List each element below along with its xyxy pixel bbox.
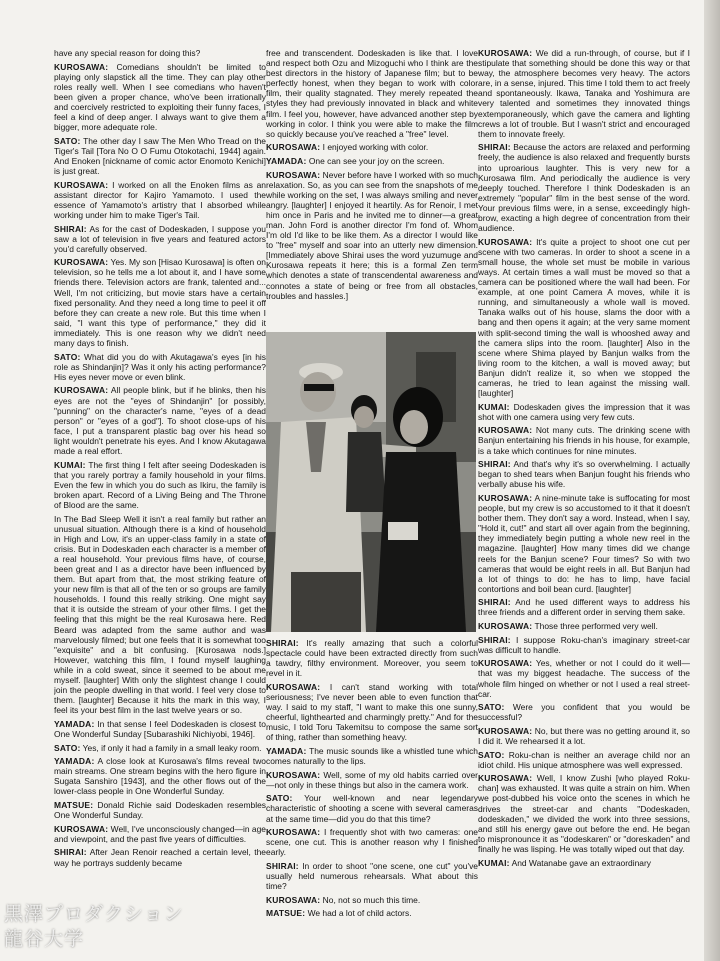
paragraph-text: Roku-chan is neither an average child nor an idiot child. His unique atmosphere was well expressed. bbox=[478, 749, 690, 770]
page-edge-shadow bbox=[704, 0, 720, 961]
interview-paragraph bbox=[54, 460, 266, 510]
interview-paragraph bbox=[54, 136, 266, 176]
speaker-label: KUROSAWA: bbox=[478, 725, 533, 736]
speaker-label: KUROSAWA: bbox=[266, 169, 321, 180]
interview-paragraph bbox=[54, 385, 266, 456]
paragraph-text: Comedians shouldn't be limited to playing only slapstick all the time. They can play other roles really well. When I see comedians who haven't been given a proper chance, who've been irrationally and coercively restricted to exploiting their funny faces, I feel a kind of deep anger. I always want to give them a bigger, more adequate role. bbox=[54, 61, 266, 133]
interview-paragraph bbox=[266, 770, 478, 790]
speaker-label: YAMADA: bbox=[54, 718, 95, 729]
interview-paragraph bbox=[54, 257, 266, 348]
watermark-stamp bbox=[4, 902, 244, 952]
paragraph-text: No, but there was no getting around it, so I did it. We rehearsed it a lot. bbox=[478, 725, 690, 746]
paragraph-text: And he used different ways to address his three friends and a different order in serving them sake. bbox=[478, 597, 690, 618]
paragraph-text: Well, some of my old habits carried over—not only in these things but also in the camera work. bbox=[266, 769, 478, 790]
interview-paragraph bbox=[478, 621, 690, 631]
speaker-label: KUROSAWA: bbox=[266, 769, 321, 780]
text-column-2-bottom bbox=[266, 638, 478, 920]
interview-paragraph bbox=[266, 48, 478, 139]
interview-paragraph bbox=[266, 793, 478, 823]
speaker-label: KUROSAWA: bbox=[478, 48, 533, 58]
interview-paragraph bbox=[478, 597, 690, 617]
speaker-label: SHIRAI: bbox=[54, 223, 87, 234]
text-column-2-top bbox=[266, 48, 478, 338]
paragraph-text: In order to shoot "one scene, one cut" you've usually held numerous rehearsals. What about this time? bbox=[266, 860, 478, 892]
interview-paragraph bbox=[478, 48, 690, 139]
paragraph-text: Because the actors are relaxed and performing freely, the audience is also relaxed and frequently bursts into uproarious laughter. This is very new for a Kurosawa film. And periodically the audience is very deeply touched. Therefore I think Dodeskaden is an extremely "popular" film in the best sense of the word. Your previous films were, in a sense, exceedingly high-brow, exacting a high degree of concentration from their audience. bbox=[478, 142, 690, 234]
paragraph-text: And Watanabe gave an extraordinary bbox=[511, 857, 652, 868]
interview-paragraph bbox=[266, 142, 478, 152]
speaker-label: KUMAI: bbox=[478, 857, 510, 868]
paragraph-text: Yes. My son [Hisao Kurosawa] is often on television, so he tells me a lot about it, and I have some friends there. Television actors are frank, talented and... Well, I'm not criticizing, but movie stars have a certain fixed personality. And they need a long time to peel it off before they can create a new role. But this time when I said, "I want this type of performance," they did it immediately. This is one reason why we didn't need many days to finish. bbox=[54, 257, 266, 349]
interview-paragraph bbox=[478, 702, 690, 722]
interview-paragraph bbox=[478, 237, 690, 399]
interview-paragraph bbox=[266, 156, 478, 166]
interview-paragraph bbox=[54, 719, 266, 739]
paragraph-text: Those three performed very well. bbox=[534, 621, 658, 632]
speaker-label: KUROSAWA: bbox=[266, 142, 321, 153]
paragraph-text: All people blink, but if he blinks, then his eyes are not the "eyes of Shindanjin" [or possibly, "punning" on the character's name, "eyes of a dead person" or "eyes of a god"]. To shoot close-ups of his face, I put a transparent plastic bag over his head so light wouldn't penetrate his eyes. And I know Akutagawa made a real effort. bbox=[54, 385, 266, 456]
interview-paragraph bbox=[54, 48, 266, 58]
paragraph-text: One can see your joy on the screen. bbox=[308, 155, 445, 166]
speaker-label: SHIRAI: bbox=[266, 638, 299, 648]
interview-paragraph bbox=[478, 635, 690, 655]
interview-paragraph bbox=[54, 62, 266, 133]
paragraph-text: No, not so much this time. bbox=[322, 894, 421, 905]
speaker-label: SHIRAI: bbox=[478, 597, 511, 608]
paragraph-text: The music sounds like a whistled tune which comes naturally to the lips. bbox=[266, 745, 478, 767]
speaker-label: KUROSAWA: bbox=[54, 823, 109, 834]
speaker-label: KUROSAWA: bbox=[54, 385, 109, 396]
paragraph-text: Donald Richie said Dodeskaden resembles One Wonderful Sunday. bbox=[54, 800, 266, 821]
speaker-label: SATO: bbox=[54, 351, 81, 362]
speaker-label: KUMAI: bbox=[54, 459, 86, 470]
watermark-line-1: 黒澤プロダクション bbox=[4, 903, 184, 925]
speaker-label: KUROSAWA: bbox=[478, 621, 533, 632]
paragraph-text: As for the cast of Dodeskaden, I suppose you saw a lot of television in five years and featured actors you'd carefully observed. bbox=[54, 223, 266, 254]
interview-paragraph bbox=[266, 638, 478, 678]
interview-paragraph bbox=[54, 514, 266, 716]
speaker-label: KUROSAWA: bbox=[54, 257, 109, 268]
paragraph-text: Well, I know Zushi [who played Roku-chan] was exhausted. It was quite a strain on him. When we post-dubbed his voice onto the scenes in which he drives the street-car and chants "Dodeskaden, dodeskaden," we divided the work into three sessions, and still his energy gave out before the end. He began to mispronounce it as "dodeskaren" or "doreskaden" and finally he was lisping. He was totally wiped out that day. bbox=[478, 773, 690, 854]
paragraph-text: It's quite a project to shoot one cut per scene with two cameras. In order to shoot a scene in a small house, the whole set must be mobile in various ways. At certain times a wall must be moved so that a camera can be positioned where the wall had been. For example, at one point Camera A moves, while it is running, and simultaneously a whole wall is moved. Tanaka walks out of his house, slams the door with a bang and then opens it again; at the very same moment with split-second timing the wall is whooshed away and the camera slips into the room. [laughter] Also in the scene where Shima played by Banjun walks from the living room to the kitchen, a wall is moved away; but Banjun didn't realize it, so when we stopped the cameras, he tried to lean against the missing wall. [laughter] bbox=[478, 236, 690, 399]
interview-paragraph bbox=[54, 743, 266, 753]
speaker-label: SHIRAI: bbox=[478, 634, 511, 645]
speaker-label: KUROSAWA: bbox=[266, 681, 321, 692]
interview-paragraph bbox=[478, 658, 690, 698]
interview-paragraph bbox=[478, 142, 690, 233]
paragraph-text: I enjoyed working with color. bbox=[322, 142, 429, 153]
interview-paragraph bbox=[54, 224, 266, 254]
speaker-label: SATO: bbox=[478, 702, 505, 713]
paragraph-text: Never before have I worked with so much relaxation. So, as you can see from the snapshots of me while working on the set, I was always smiling and never angry. [laughter] I enjoyed it heartily. As for Renoir, I met him once in Paris and he invited me to dinner—a great man. John Ford is another director I'm fond of. Whom I'm old I'd like to be like them. As a director I would like to "free" myself and soar into an utterly new dimension. [Immediately above Shirai uses the word yuzumuge and Kurosawa repeats it here; this is a formal Zen term which denotes a state of transcendental awareness and connotes a state of being or free from all obstacles, troubles and hassles.] bbox=[266, 169, 478, 301]
photo-image bbox=[266, 332, 476, 632]
speaker-label: KUROSAWA: bbox=[478, 236, 533, 247]
speaker-label: MATSUE: bbox=[266, 908, 306, 919]
speaker-label: KUROSAWA: bbox=[54, 61, 109, 72]
paragraph-text: Were you confident that you would be successful? bbox=[478, 702, 690, 723]
paragraph-text: Not many cuts. The drinking scene with Banjun entertaining his friends in his house, for example, is a take which continues for nine minutes. bbox=[478, 425, 690, 456]
interview-paragraph bbox=[478, 459, 690, 489]
paragraph-text: The first thing I felt after seeing Dodeskaden is that you rarely portray a family household in your films. Even the few in which you do such as Ikiru, the family is broken apart. Record of a Living Being and The Throne of Blood are the same. bbox=[54, 459, 266, 510]
paragraph-text: We did a run-through, of course, but if I stipulate that something should be done this way or that way, the atmosphere becomes very heavy. The actors are, in a sense, injured. This time I told them to act freely and spontaneously. Ikawa, Tanaka and Yoshimura are very talented and sometimes they innovated things extemporaneously, which gave the camera and lighting crews a lot of trouble. But I wasn't strict and encouraged them to innovate freely. bbox=[478, 48, 690, 139]
interview-paragraph bbox=[266, 895, 478, 905]
interview-paragraph bbox=[478, 493, 690, 594]
speaker-label: KUROSAWA: bbox=[54, 179, 109, 190]
interview-paragraph bbox=[266, 746, 478, 766]
paragraph-text: The other day I saw The Men Who Tread on the Tiger's Tail [Tora No O O Fumu Otokotachi, 1944] again. And Enoken [nickname of comic actor Enomoto Kenichi] is just great. bbox=[54, 135, 266, 177]
speaker-label: KUROSAWA: bbox=[266, 894, 321, 905]
text-column-3 bbox=[478, 48, 690, 948]
set-photograph bbox=[266, 332, 476, 632]
watermark-line-2: 龍谷大学 bbox=[4, 928, 85, 950]
interview-paragraph bbox=[54, 352, 266, 382]
paragraph-text: I can't stand working with total seriousness; I've never been able to even function that way. I said to my staff, "I want to make this one sunny, cheerful, lighthearted and charmingly pretty." And for the music, I told Toru Takemitsu to compose the same sort of thing, rather than something heavy. bbox=[266, 681, 478, 743]
interview-paragraph bbox=[266, 908, 478, 918]
interview-paragraph bbox=[54, 824, 266, 844]
interview-paragraph bbox=[54, 847, 266, 867]
paragraph-text: And that's why it's so overwhelming. I actually began to shed tears when Banjun fought his friends who verbally abuse his wife. bbox=[478, 459, 690, 490]
interview-paragraph bbox=[266, 827, 478, 857]
interview-paragraph bbox=[266, 170, 478, 301]
paragraph-text: Yes, whether or not I could do it well—that was my biggest headache. The success of the whole film hinged on whether or not I used a real street-car. bbox=[478, 658, 690, 699]
speaker-label: YAMADA: bbox=[266, 155, 307, 166]
speaker-label: SATO: bbox=[266, 793, 293, 804]
paragraph-text: I suppose Roku-chan's imaginary street-car was difficult to handle. bbox=[478, 634, 690, 655]
paragraph-text: In The Bad Sleep Well it isn't a real family but rather an unusual situation. Although there is a kind of household in High and Low, it's an upper-class family in a state of crisis. But in Dodeskaden each character is a member of a real household. Your previous films have, of course, been great and I as a director have been influenced by them. But apart from that, the most striking feature of your new film is that all of the ten or so groups are family households. I found this really striking. One might say that it is outside the stream of your other films. I get the feeling that this might be the real Kurosawa here. Red Beard was adapted from the same author and was marvelously filmed; but one feels that it is somewhat too "exquisite" and a bit confusing. [Kurosawa nods.] However, watching this film, I found myself laughing while in a cold sweat, since it seemed to be about me myself. [laughter] With only the slightest change I could join the people dwelling in that world. I feel very close to them. [laughter] Because it hits the mark in this way, I feel its your best film in the last twelve years or so. bbox=[54, 513, 266, 716]
interview-paragraph bbox=[478, 425, 690, 455]
paragraph-text: have any special reason for doing this? bbox=[54, 48, 201, 58]
speaker-label: KUROSAWA: bbox=[478, 773, 533, 784]
interview-paragraph bbox=[266, 861, 478, 891]
interview-paragraph bbox=[478, 402, 690, 422]
interview-paragraph bbox=[266, 682, 478, 743]
speaker-label: SHIRAI: bbox=[54, 847, 87, 858]
paragraph-text: A close look at Kurosawa's films reveal two main streams. One stream begins with the hero figure in Sugata Sanshiro [1943], and the other flows out of the lower-class people in One Wonderful Sunday. bbox=[54, 756, 266, 797]
paragraph-text: We had a lot of child actors. bbox=[307, 908, 412, 919]
interview-paragraph bbox=[478, 750, 690, 770]
speaker-label: SATO: bbox=[54, 135, 81, 146]
paragraph-text: In that sense I feel Dodeskaden is closest to One Wonderful Sunday [Subarashiki Nichiyobi, 1946]. bbox=[54, 718, 266, 739]
paragraph-text: After Jean Renoir reached a certain level, the way he portrays suddenly became bbox=[54, 847, 266, 868]
interview-paragraph bbox=[478, 858, 690, 868]
speaker-label: KUROSAWA: bbox=[478, 425, 533, 436]
interview-paragraph bbox=[54, 800, 266, 820]
speaker-label: SATO: bbox=[54, 742, 81, 753]
paragraph-text: I worked on all the Enoken films as an assistant director for Kajiro Yamamoto. I used the essence of Yamamoto's artistry that I absorbed while working under him to make Tiger's Tail. bbox=[54, 179, 266, 220]
paragraph-text: Dodeskaden gives the impression that it was shot with one camera using very few cuts. bbox=[478, 401, 690, 422]
paragraph-text: Your well-known and near legendary characteristic of shooting a scene with several cameras at the same time—did you do that this time? bbox=[266, 793, 478, 824]
speaker-label: SHIRAI: bbox=[478, 459, 511, 470]
paragraph-text: free and transcendent. Dodeskaden is like that. I love and respect both Ozu and Mizoguchi who I think are the best directors in the history of Japanese film; but to be perfectly honest, when they began to work with color film, their quality stagnated. They merely repeated the styles they had previously innovated in black and white film. I feel you, however, have advanced another step by working in color. I think you were able to make the film so quickly because you've reached a "free" level. bbox=[266, 48, 478, 139]
speaker-label: SATO: bbox=[478, 749, 505, 760]
paragraph-text: It's really amazing that such a colorful spectacle could have been extracted directly from such a tawdry, filthy environment. Moreover, you seem to revel in it. bbox=[266, 638, 478, 679]
speaker-label: KUROSAWA: bbox=[266, 827, 321, 838]
speaker-label: KUMAI: bbox=[478, 401, 510, 412]
paragraph-text: Well, I've unconsciously changed—in age and viewpoint, and the past five years of difficulties. bbox=[54, 823, 266, 844]
interview-paragraph bbox=[478, 773, 690, 854]
interview-paragraph bbox=[54, 756, 266, 796]
speaker-label: SHIRAI: bbox=[478, 142, 511, 153]
speaker-label: YAMADA: bbox=[266, 745, 307, 756]
speaker-label: MATSUE: bbox=[54, 800, 94, 811]
text-column-1 bbox=[54, 48, 266, 918]
paragraph-text: I frequently shot with two cameras: one scene, one cut. This is another reason why I finished early. bbox=[266, 827, 478, 858]
paragraph-text: What did you do with Akutagawa's eyes [in his role as Shindanjin]? Was it only his acting performance? His eyes never move or even blink. bbox=[54, 351, 266, 382]
speaker-label: YAMADA: bbox=[54, 756, 95, 767]
paragraph-text: A nine-minute take is suffocating for most people, but my crew is so accustomed to it that it doesn't bother them. They don't say a word. Instead, when I say, "Hold it, cut!" and start all over again from the beginning, they immediately begin putting a whole new reel in the magazine. [laughter] How many times did we change reels for the Banjun scene? Four times? So with two cameras that would be eight reels in all. But Banjun had a lot of things to do: he has to limp, have facial contortions and boil bean curd. [laughter] bbox=[478, 492, 690, 594]
speaker-label: KUROSAWA: bbox=[478, 492, 533, 503]
speaker-label: SHIRAI: bbox=[266, 860, 299, 871]
interview-paragraph bbox=[54, 180, 266, 220]
speaker-label: KUROSAWA: bbox=[478, 658, 533, 669]
interview-paragraph bbox=[478, 726, 690, 746]
paragraph-text: Yes, if only it had a family in a small leaky room. bbox=[82, 742, 262, 753]
